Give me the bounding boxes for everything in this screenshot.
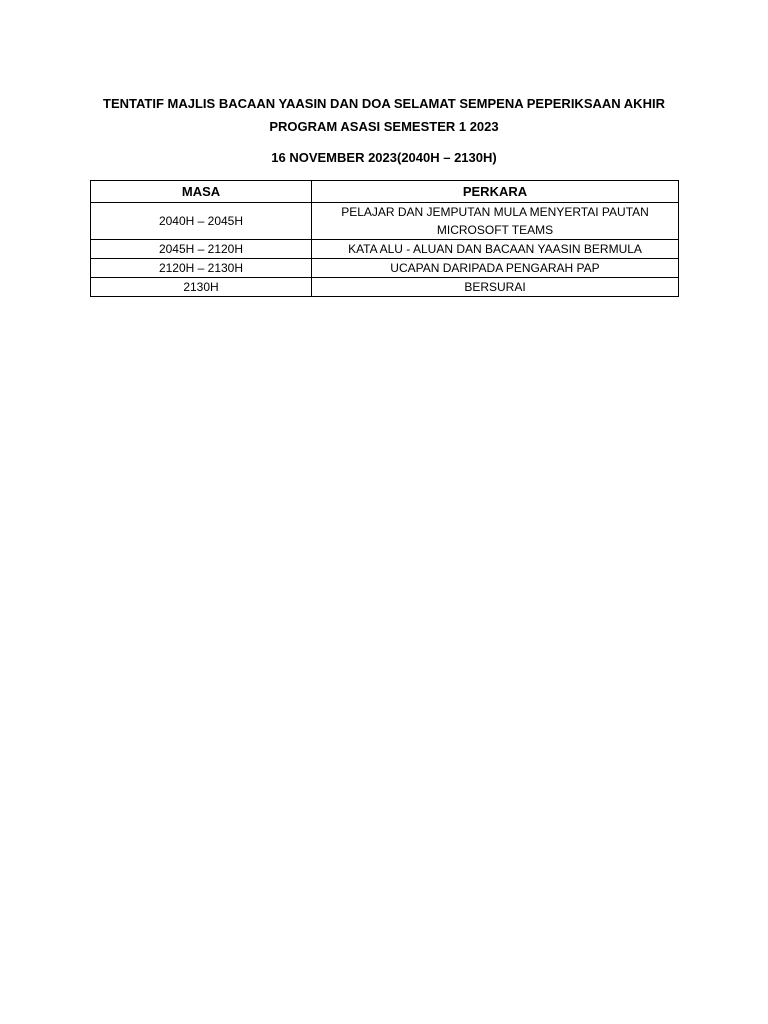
cell-masa: 2040H – 2045H <box>91 203 312 240</box>
cell-perkara: UCAPAN DARIPADA PENGARAH PAP <box>312 259 679 278</box>
column-header-perkara: PERKARA <box>312 181 679 203</box>
cell-masa: 2130H <box>91 278 312 297</box>
table-header-row <box>91 181 679 203</box>
cell-perkara-text: PELAJAR DAN JEMPUTAN MULA MENYERTAI PAUTAN MICROSOFT TEAMS <box>341 205 649 237</box>
document-date: 16 NOVEMBER 2023(2040H – 2130H) <box>271 150 497 165</box>
cell-perkara: KATA ALU - ALUAN DAN BACAAN YAASIN BERMULA <box>312 240 679 259</box>
table-row <box>91 259 679 278</box>
cell-perkara: BERSURAI <box>312 278 679 297</box>
cell-masa: 2120H – 2130H <box>91 259 312 278</box>
cell-perkara <box>312 203 679 240</box>
table-row <box>91 203 679 240</box>
table-row <box>91 278 679 297</box>
document-title-line-1: TENTATIF MAJLIS BACAAN YAASIN DAN DOA SELAMAT SEMPENA PEPERIKSAAN AKHIR <box>103 96 665 111</box>
table-row <box>91 240 679 259</box>
column-header-masa: MASA <box>91 181 312 203</box>
schedule-table <box>90 180 679 297</box>
document-title <box>60 92 708 138</box>
cell-masa: 2045H – 2120H <box>91 240 312 259</box>
document-title-line-2: PROGRAM ASASI SEMESTER 1 2023 <box>269 119 499 134</box>
